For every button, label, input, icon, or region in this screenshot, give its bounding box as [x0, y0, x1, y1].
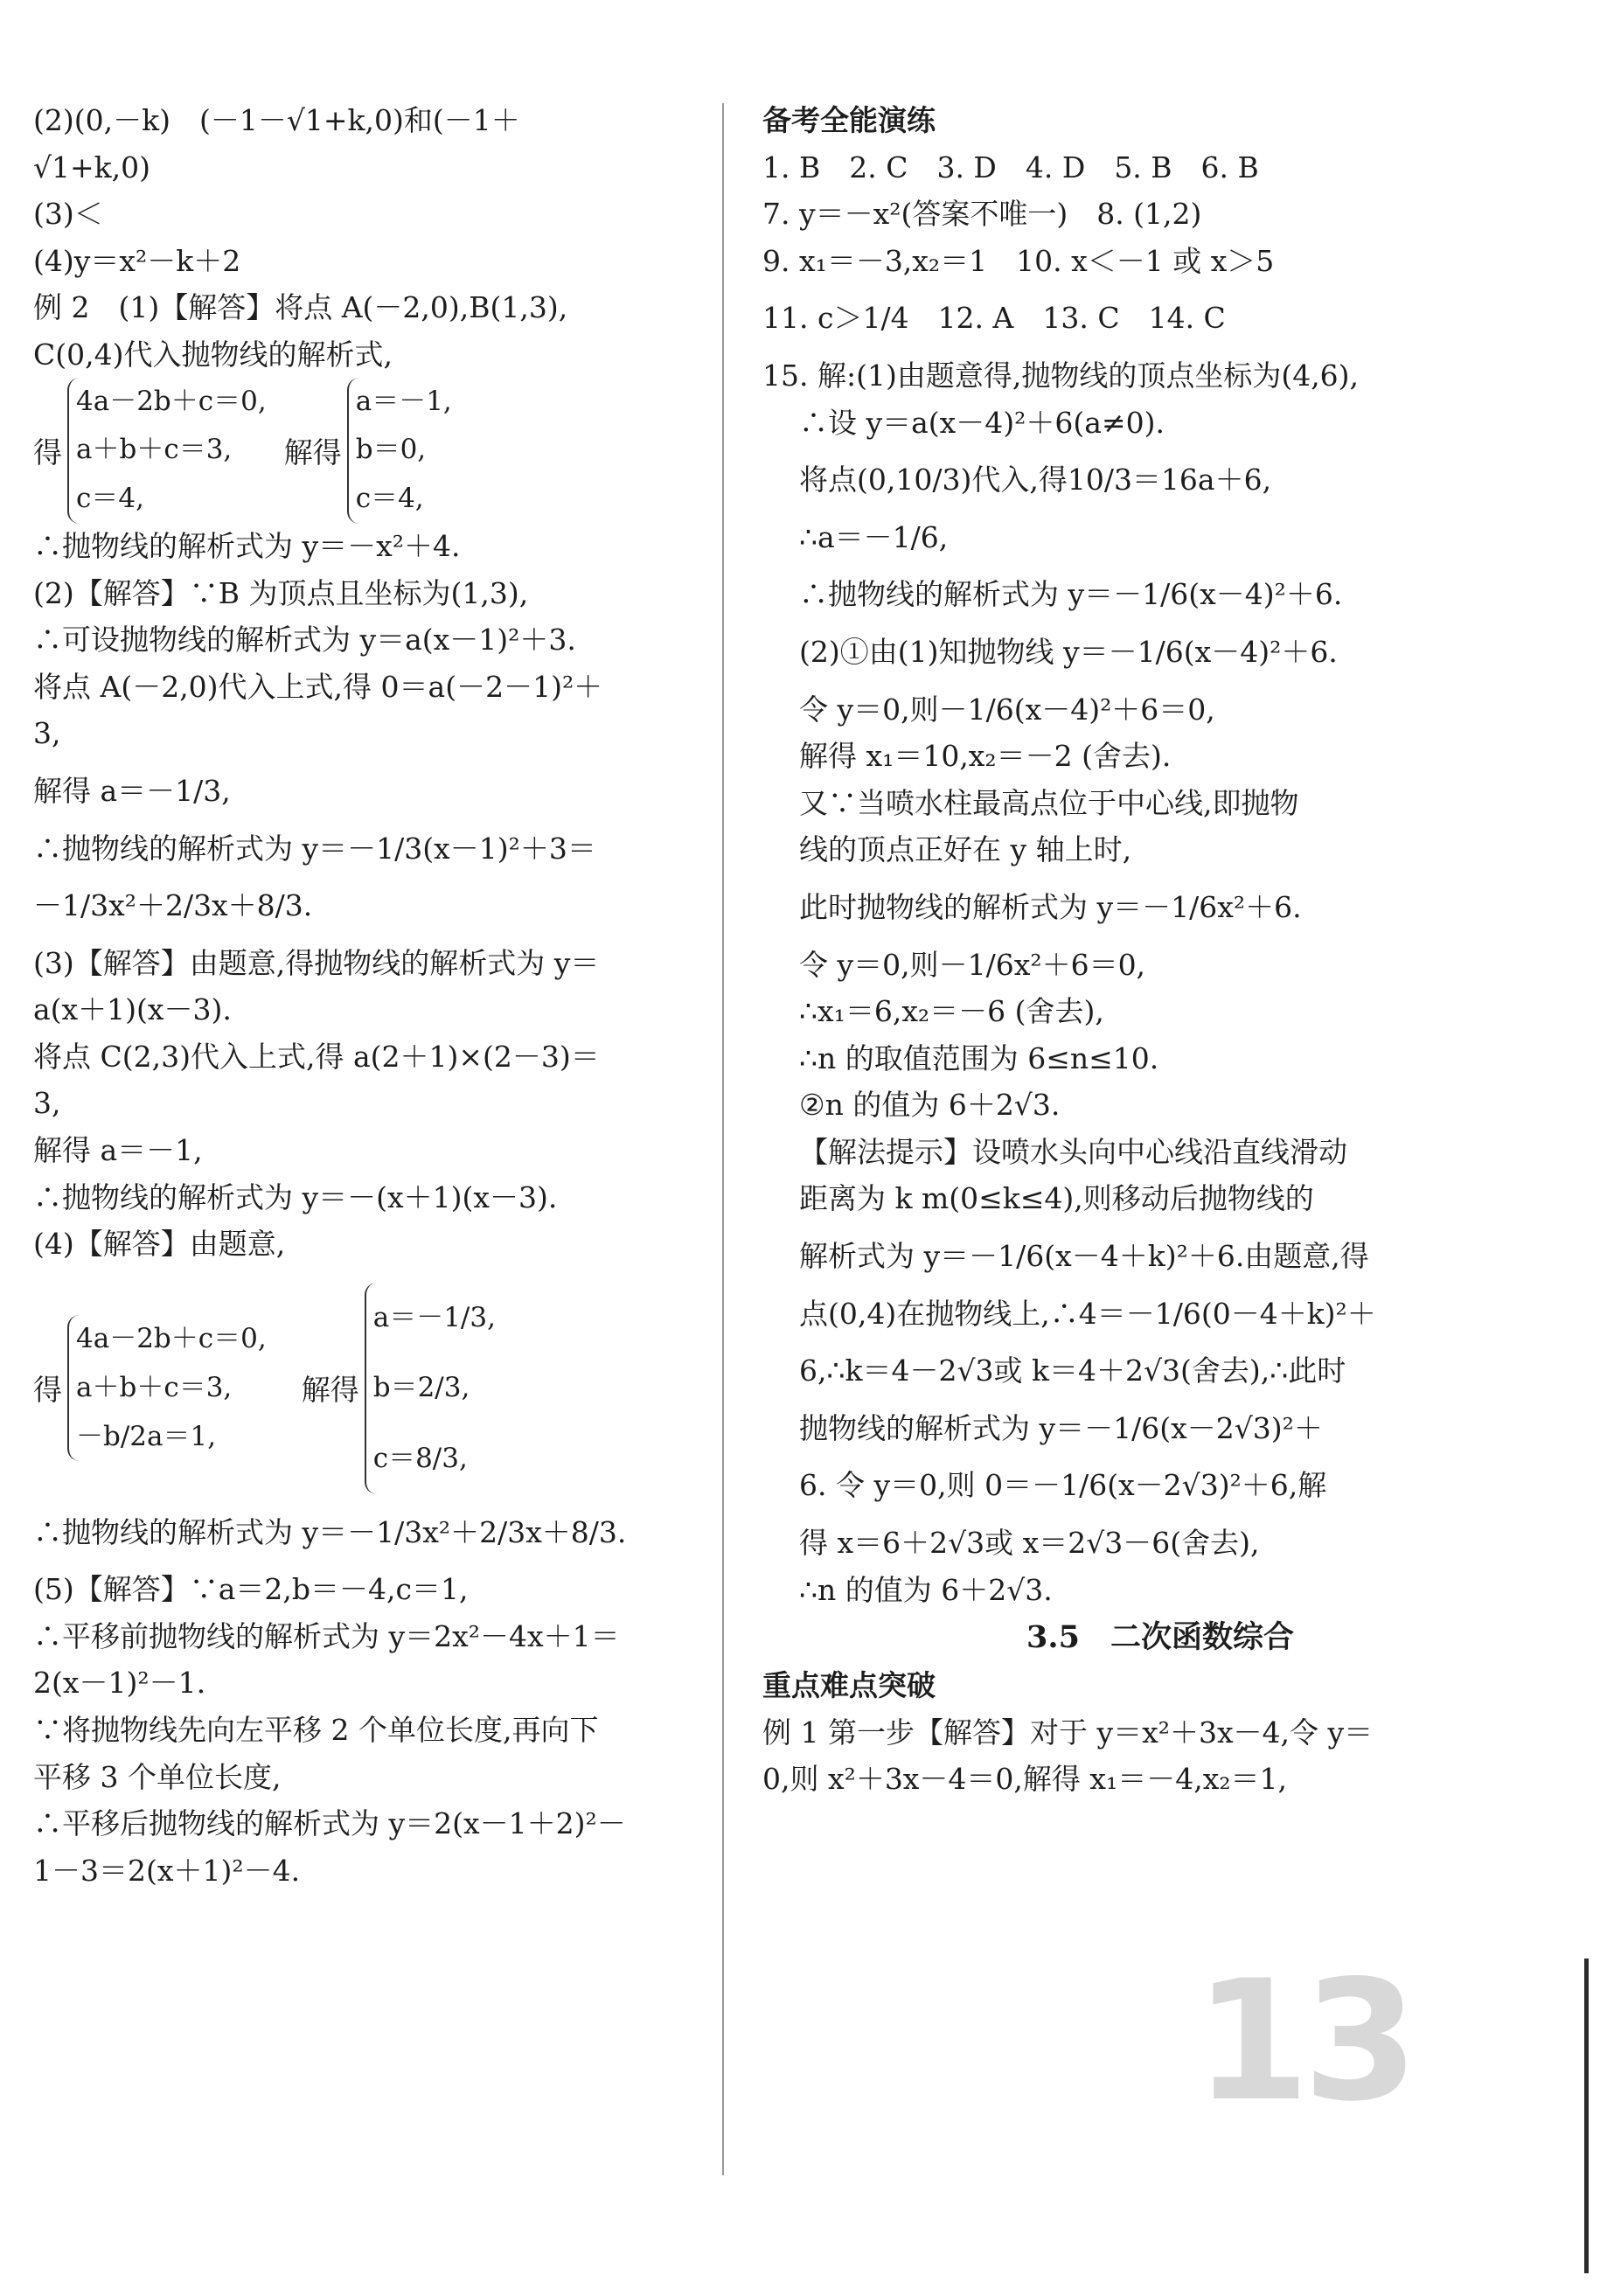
solution-hint: 【解法提示】设喷水头向中心线沿直线滑动: [799, 1134, 1347, 1169]
text-line: 将点 A(－2,0)代入上式,得 0＝a(－2－1)²＋: [33, 669, 603, 704]
text-line: ∵将抛物线先向左平移 2 个单位长度,再向下: [33, 1713, 599, 1748]
left-column: [33, 103, 706, 1888]
text-line: ∴n 的值为 6＋2√3.: [799, 1572, 1053, 1607]
column-divider: [722, 103, 724, 2175]
equation: a＋b＋c＝3,: [76, 434, 233, 466]
system-prefix: 得: [33, 1373, 62, 1408]
equation: 4a－2b＋c＝0,: [76, 1323, 267, 1355]
equation: c＝8/3,: [372, 1443, 468, 1475]
text-line: 平移 3 个单位长度,: [33, 1759, 282, 1794]
equation: b＝0,: [355, 434, 427, 466]
text-line: 线的顶点正好在 y 轴上时,: [799, 832, 1132, 867]
text-line: ∴抛物线的解析式为 y＝－1/3x²＋2/3x＋8/3.: [33, 1514, 627, 1549]
question-15-heading: 15. 解:(1)由题意得,抛物线的顶点坐标为(4,6),: [762, 358, 1360, 393]
text-line: 又∵当喷水柱最高点位于中心线,即抛物: [799, 785, 1299, 820]
text-line: ∴平移后抛物线的解析式为 y＝2(x－1＋2)²－: [33, 1806, 626, 1841]
text-line: ∴平移前抛物线的解析式为 y＝2x²－4x＋1＝: [33, 1618, 620, 1653]
subheading: 重点难点突破: [762, 1668, 936, 1703]
text-line: 解析式为 y＝－1/6(x－4＋k)²＋6.由题意,得: [799, 1239, 1369, 1274]
text-line: (2)①由(1)知抛物线 y＝－1/6(x－4)²＋6.: [799, 634, 1338, 669]
answer-line: 11. c＞1/4 12. A 13. C 14. C: [762, 301, 1226, 336]
text-line: 抛物线的解析式为 y＝－1/6(x－2√3)²＋: [799, 1410, 1323, 1445]
text-line: 距离为 k m(0≤k≤4),则移动后抛物线的: [799, 1181, 1314, 1216]
text-line: √1+k,0): [33, 150, 151, 184]
text-line: (4)y＝x²－k＋2: [33, 243, 241, 278]
text-line: a(x＋1)(x－3).: [33, 992, 232, 1027]
text-line: ∴抛物线的解析式为 y＝－1/3(x－1)²＋3＝: [33, 831, 596, 866]
text-line: －1/3x²＋2/3x＋8/3.: [33, 888, 313, 923]
edge-rule: [1584, 1959, 1589, 2273]
system-right-brace: [365, 1283, 496, 1494]
answer-line: 7. y＝－x²(答案不唯一) 8. (1,2): [762, 197, 1202, 232]
text-line: 3,: [33, 1086, 61, 1121]
text-line: 点(0,4)在抛物线上,∴4＝－1/6(0－4＋k)²＋: [799, 1296, 1376, 1331]
page-number: 13: [1194, 1945, 1412, 2138]
text-line: 6,∴k＝4－2√3或 k＝4＋2√3(舍去),∴此时: [799, 1353, 1346, 1388]
text-line: 令 y＝0,则－1/6x²＋6＝0,: [799, 947, 1146, 982]
text-line: ∴设 y＝a(x－4)²＋6(a≠0).: [799, 405, 1165, 440]
right-column: [762, 103, 1427, 1797]
text-line: 解得 x₁＝10,x₂＝－2 (舍去).: [799, 739, 1172, 774]
text-line: 此时抛物线的解析式为 y＝－1/6x²＋6.: [799, 889, 1302, 924]
equation: a＝－1/3,: [372, 1301, 496, 1333]
text-line: (5)【解答】∵a＝2,b＝－4,c＝1,: [33, 1572, 469, 1607]
text-line: 解得 a＝－1,: [33, 1133, 203, 1168]
text-line: (3)＜: [33, 197, 103, 232]
text-line: (3)【解答】由题意,得抛物线的解析式为 y＝: [33, 945, 600, 980]
text-line: C(0,4)代入抛物线的解析式,: [33, 337, 393, 372]
equation: b＝2/3,: [372, 1372, 470, 1404]
text-line: 6. 令 y＝0,则 0＝－1/6(x－2√3)²＋6,解: [799, 1468, 1327, 1503]
text-line: 解得 a＝－1/3,: [33, 773, 231, 808]
system-right-brace: [347, 378, 452, 524]
chapter-section-title: 3.5 二次函数综合: [1026, 1619, 1294, 1656]
text-line: (4)【解答】由题意,: [33, 1227, 286, 1262]
text-line: ∴n 的取值范围为 6≤n≤10.: [799, 1040, 1159, 1075]
text-line: 将点(0,10/3)代入,得10/3＝16a＋6,: [799, 463, 1272, 497]
system-left-brace: [67, 1315, 267, 1461]
text-line: ∴抛物线的解析式为 y＝－x²＋4.: [33, 528, 461, 563]
text-line: ∴抛物线的解析式为 y＝－1/6(x－4)²＋6.: [799, 577, 1343, 612]
answer-line: 9. x₁＝－3,x₂＝1 10. x＜－1 或 x＞5: [762, 243, 1275, 278]
text-line: 1－3＝2(x＋1)²－4.: [33, 1853, 301, 1888]
equation: c＝4,: [355, 483, 424, 515]
system-solve-label: 解得: [301, 1373, 359, 1408]
text-line: 3,: [33, 716, 61, 751]
equation-system-2: [33, 1283, 706, 1494]
text-line: 得 x＝6＋2√3或 x＝2√3－6(舍去),: [799, 1526, 1260, 1561]
equation: －b/2a＝1,: [76, 1420, 217, 1452]
example-2-heading: 例 2 (1)【解答】将点 A(－2,0),B(1,3),: [33, 290, 568, 325]
text-line: ∴x₁＝6,x₂＝－6 (舍去),: [799, 994, 1104, 1029]
text-line: 将点 C(2,3)代入上式,得 a(2＋1)×(2－3)＝: [33, 1039, 600, 1074]
section-heading: 备考全能演练: [762, 103, 936, 137]
text-line: 0,则 x²＋3x－4＝0,解得 x₁＝－4,x₂＝1,: [762, 1762, 1288, 1797]
equation: 4a－2b＋c＝0,: [76, 385, 267, 417]
system-prefix: 得: [33, 435, 62, 470]
text-line: 2(x－1)²－1.: [33, 1666, 206, 1701]
text-line: ∴可设抛物线的解析式为 y＝a(x－1)²＋3.: [33, 623, 576, 657]
equation: a＋b＋c＝3,: [76, 1371, 233, 1403]
example-1-heading: 例 1 第一步【解答】对于 y＝x²＋3x－4,令 y＝: [762, 1715, 1374, 1750]
system-solve-label: 解得: [283, 435, 342, 470]
text-line: ∴a＝－1/6,: [799, 519, 949, 554]
text-line: ②n 的值为 6＋2√3.: [799, 1088, 1061, 1123]
text-line: 令 y＝0,则－1/6(x－4)²＋6＝0,: [799, 692, 1215, 727]
equation: a＝－1,: [355, 385, 452, 417]
system-left-brace: [67, 378, 267, 524]
text-line: (2)【解答】∵B 为顶点且坐标为(1,3),: [33, 575, 529, 610]
answer-line: 1. B 2. C 3. D 4. D 5. B 6. B: [762, 150, 1259, 184]
text-line: ∴抛物线的解析式为 y＝－(x＋1)(x－3).: [33, 1179, 558, 1214]
text-line: (2)(0,－k) (－1－√1+k,0)和(－1＋: [33, 103, 520, 137]
equation: c＝4,: [76, 483, 144, 515]
equation-system-1: [33, 378, 706, 524]
